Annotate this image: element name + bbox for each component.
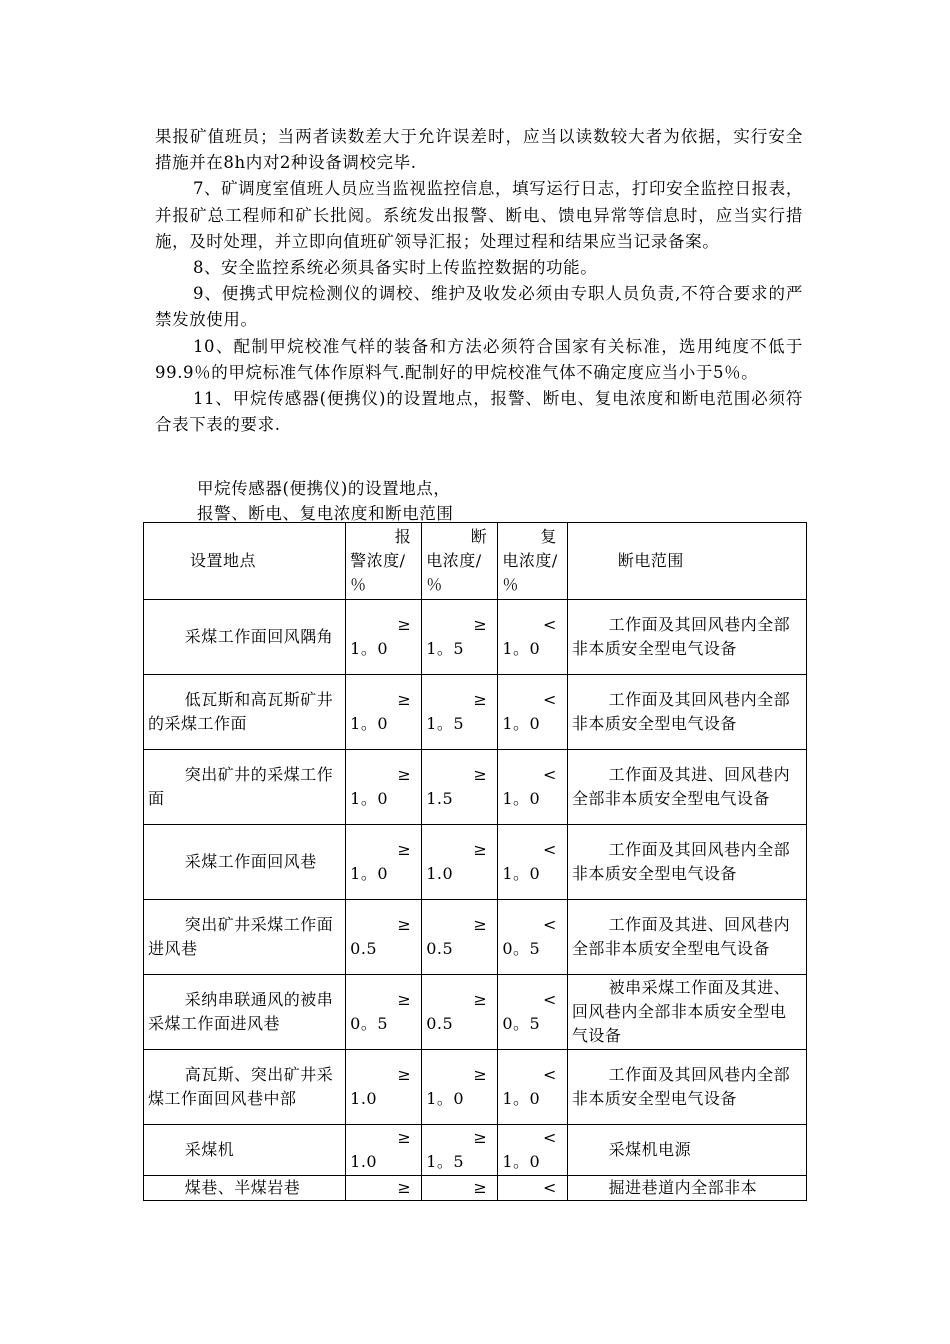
cutoff-symbol: ≥ — [473, 1178, 488, 1197]
cell-cutoff — [422, 675, 498, 750]
restore-symbol: < — [542, 1128, 557, 1147]
cutoff-symbol: ≥ — [473, 690, 488, 709]
alarm-value: 1。0 — [350, 639, 389, 658]
alarm-value: 1.0 — [350, 1152, 378, 1171]
cell-alarm — [346, 1176, 422, 1201]
alarm-symbol: ≥ — [397, 690, 412, 709]
cell-restore — [498, 600, 568, 675]
table-row — [144, 1050, 807, 1125]
cell-location: 煤巷、半煤岩巷 — [144, 1176, 346, 1201]
table-row — [144, 1176, 807, 1201]
alarm-symbol: ≥ — [397, 840, 412, 859]
header-cutoff — [422, 523, 498, 600]
cell-alarm — [346, 750, 422, 825]
cell-cutoff — [422, 1176, 498, 1201]
cell-restore — [498, 900, 568, 975]
restore-value: 1。0 — [502, 639, 541, 658]
table-row — [144, 975, 807, 1050]
cell-cutoff — [422, 600, 498, 675]
cell-range: 工作面及其回风巷内全部非本质安全型电气设备 — [567, 825, 806, 900]
cell-range: 工作面及其进、回风巷内全部非本质安全型电气设备 — [567, 750, 806, 825]
cell-range: 采煤机电源 — [567, 1125, 806, 1176]
cell-cutoff — [422, 975, 498, 1050]
table-caption-line-1: 甲烷传感器(便携仪)的设置地点， — [197, 479, 451, 498]
alarm-value: 1。0 — [350, 714, 389, 733]
restore-symbol: < — [542, 690, 557, 709]
cell-alarm — [346, 900, 422, 975]
cell-cutoff — [422, 1050, 498, 1125]
cutoff-symbol: ≥ — [473, 765, 488, 784]
table-row — [144, 600, 807, 675]
cell-location: 突出矿井采煤工作面进风巷 — [144, 900, 346, 975]
alarm-symbol: ≥ — [397, 990, 412, 1009]
cutoff-symbol: ≥ — [473, 990, 488, 1009]
restore-symbol: < — [542, 615, 557, 634]
header-alarm-rest: 警浓度/％ — [350, 551, 406, 594]
paragraph-item-7: 7、矿调度室值班人员应当监视监控信息，填写运行日志，打印安全监控日报表，并报矿总工程师和矿长批阅。系统发出报警、断电、馈电异常等信息时，应当实行措施，及时处理，并立即向值班矿领导汇报；处理过程和结果应当记录备案。 — [155, 179, 803, 251]
cell-location: 采煤机 — [144, 1125, 346, 1176]
cell-cutoff — [422, 1125, 498, 1176]
body-text — [155, 124, 803, 438]
alarm-symbol: ≥ — [397, 615, 412, 634]
cell-location: 高瓦斯、突出矿井采煤工作面回风巷中部 — [144, 1050, 346, 1125]
cell-location: 采纳串联通风的被串采煤工作面进风巷 — [144, 975, 346, 1050]
cutoff-value: 0.5 — [426, 1014, 454, 1033]
header-cutoff-rest: 电浓度/％ — [426, 551, 482, 594]
alarm-symbol: ≥ — [397, 1065, 412, 1084]
paragraph-item-10: 10、配制甲烷校准气样的装备和方法必须符合国家有关标准，选用纯度不低于99.9％的甲烷标准气体作原料气.配制好的甲烷校准气体不确定度应当小于5％。 — [155, 336, 803, 382]
header-alarm — [346, 523, 422, 600]
cell-location: 采煤工作面回风巷 — [144, 825, 346, 900]
paragraph-item-8: 8、安全监控系统必须具备实时上传监控数据的功能。 — [192, 258, 598, 278]
header-restore-rest: 电浓度/％ — [502, 551, 558, 594]
restore-symbol: < — [542, 765, 557, 784]
alarm-value: 1。0 — [350, 789, 389, 808]
cell-range: 掘进巷道内全部非本 — [567, 1176, 806, 1201]
cell-alarm — [346, 825, 422, 900]
cell-cutoff — [422, 900, 498, 975]
cell-restore — [498, 1176, 568, 1201]
cell-range: 工作面及其回风巷内全部非本质安全型电气设备 — [567, 675, 806, 750]
methane-sensor-table — [143, 522, 807, 1201]
header-location: 设置地点 — [144, 523, 346, 600]
restore-value: 0。5 — [502, 939, 541, 958]
cell-alarm — [346, 975, 422, 1050]
header-cutoff-top: 断 — [470, 527, 488, 546]
cell-location: 采煤工作面回风隅角 — [144, 600, 346, 675]
cutoff-value: 1。5 — [426, 639, 465, 658]
restore-value: 1。0 — [502, 1152, 541, 1171]
cell-restore — [498, 675, 568, 750]
cell-location: 突出矿井的采煤工作面 — [144, 750, 346, 825]
cell-range: 工作面及其回风巷内全部非本质安全型电气设备 — [567, 600, 806, 675]
cell-alarm — [346, 1050, 422, 1125]
alarm-symbol: ≥ — [397, 915, 412, 934]
cutoff-value: 1。5 — [426, 714, 465, 733]
cell-range: 工作面及其进、回风巷内全部非本质安全型电气设备 — [567, 900, 806, 975]
cutoff-value: 1。5 — [426, 1152, 465, 1171]
paragraph-item-11: 11、甲烷传感器(便携仪)的设置地点，报警、断电、复电浓度和断电范围必须符合表下表的要求. — [155, 389, 803, 435]
restore-value: 1。0 — [502, 864, 541, 883]
restore-value: 1。0 — [502, 1089, 541, 1108]
cell-cutoff — [422, 825, 498, 900]
table-row — [144, 1125, 807, 1176]
cell-restore — [498, 975, 568, 1050]
restore-symbol: < — [542, 915, 557, 934]
header-restore-top: 复 — [540, 527, 557, 546]
cutoff-symbol: ≥ — [473, 1128, 488, 1147]
header-range: 断电范围 — [567, 523, 806, 600]
table-row — [144, 750, 807, 825]
table-row — [144, 675, 807, 750]
cutoff-symbol: ≥ — [473, 915, 488, 934]
cell-range: 工作面及其回风巷内全部非本质安全型电气设备 — [567, 1050, 806, 1125]
restore-symbol: < — [542, 1065, 557, 1084]
cell-restore — [498, 1125, 568, 1176]
alarm-value: 1.0 — [350, 1089, 378, 1108]
alarm-value: 0.5 — [350, 939, 378, 958]
cutoff-value: 0.5 — [426, 939, 454, 958]
cutoff-symbol: ≥ — [473, 840, 488, 859]
cell-alarm — [346, 600, 422, 675]
restore-symbol: < — [542, 1178, 557, 1197]
cell-restore — [498, 750, 568, 825]
alarm-value: 1。0 — [350, 864, 389, 883]
cutoff-value: 1.5 — [426, 789, 454, 808]
alarm-symbol: ≥ — [397, 765, 412, 784]
restore-value: 1。0 — [502, 789, 541, 808]
cell-location: 低瓦斯和高瓦斯矿井的采煤工作面 — [144, 675, 346, 750]
restore-value: 1。0 — [502, 714, 541, 733]
cell-cutoff — [422, 750, 498, 825]
cell-range: 被串采煤工作面及其进、回风巷内全部非本质安全型电气设备 — [567, 975, 806, 1050]
header-restore — [498, 523, 568, 600]
restore-symbol: < — [542, 990, 557, 1009]
table-caption-line-2: 报警、断电、复电浓度和断电范围 — [197, 504, 454, 523]
alarm-symbol: ≥ — [397, 1128, 412, 1147]
header-alarm-top: 报 — [394, 527, 412, 546]
cell-alarm — [346, 1125, 422, 1176]
table-header-row — [144, 523, 807, 600]
table-row — [144, 825, 807, 900]
alarm-value: 0。5 — [350, 1014, 389, 1033]
cell-restore — [498, 825, 568, 900]
cutoff-symbol: ≥ — [473, 1065, 488, 1084]
restore-symbol: < — [542, 840, 557, 859]
cell-alarm — [346, 675, 422, 750]
paragraph-continuation: 果报矿值班员；当两者读数差大于允许误差时，应当以读数较大者为依据，实行安全措施并在8h内对2种设备调校完毕. — [155, 127, 803, 173]
table-row — [144, 900, 807, 975]
cutoff-symbol: ≥ — [473, 615, 488, 634]
paragraph-item-9: 9、便携式甲烷检测仪的调校、维护及收发必须由专职人员负责,不符合要求的严禁发放使用。 — [155, 284, 803, 330]
restore-value: 0。5 — [502, 1014, 541, 1033]
alarm-symbol: ≥ — [397, 1178, 412, 1197]
cutoff-value: 1.0 — [426, 864, 454, 883]
cutoff-value: 1。0 — [426, 1089, 465, 1108]
cell-restore — [498, 1050, 568, 1125]
